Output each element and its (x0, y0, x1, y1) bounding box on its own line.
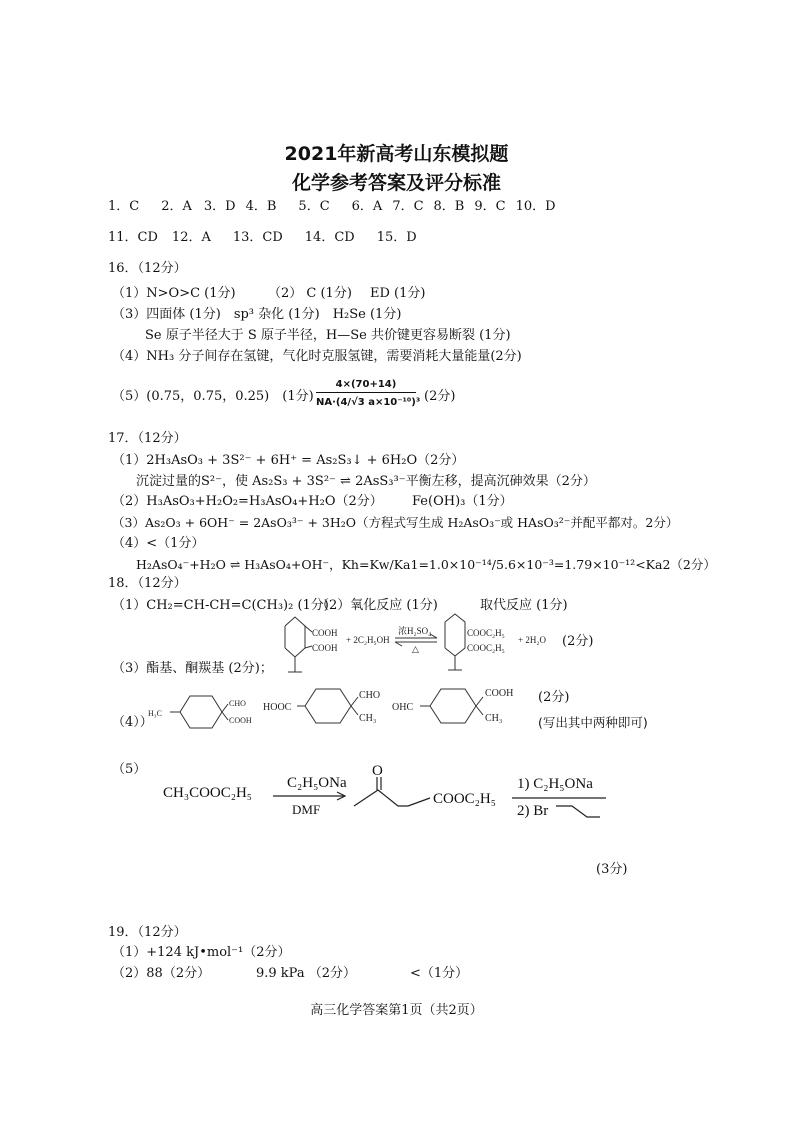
carbon-skeleton (354, 790, 408, 806)
q16-part5: （5）(0.75，0.75，0.25) (1分) (112, 389, 314, 404)
q16-part2: （2） C (1分) (268, 286, 352, 301)
mc-answer: 14．CD (304, 230, 355, 245)
mc-answer: 2．A (161, 199, 192, 214)
q18-part5: （5） (112, 762, 147, 777)
group-label: COOC₂H₅ (467, 643, 505, 653)
q19-part2-pressure: 9.9 kPa （2分） (256, 966, 357, 981)
q17-part1: （1）2H₃AsO₃ + 3S²⁻ + 6H⁺ = As₂S₃↓ + 6H₂O（2分） (112, 453, 465, 468)
q18-part2: （2）氧化反应 (1分) (316, 598, 438, 613)
group-label: COOH (312, 643, 338, 653)
q16-heading: 16．（12分） (108, 261, 187, 276)
mc-answer: 9．C (474, 199, 506, 214)
q19-part2: （2）88（2分） (112, 966, 211, 981)
page-footer: 高三化学答案第1页（共2页） (310, 1003, 483, 1018)
step-2: 2) Br (517, 803, 549, 819)
group-label: COOH (229, 716, 252, 725)
ester-group: COOC₂H₅ (433, 791, 496, 807)
step-1: 1) C₂H₅ONa (517, 776, 593, 792)
group-label: OHC (392, 702, 414, 713)
group-label: COOH (312, 628, 338, 638)
mc-answer: 11．CD (108, 230, 158, 245)
q18-part1: （1）CH₂=CH-CH=C(CH₃)₂ (1分) (112, 598, 329, 613)
group-label: CHO (229, 699, 246, 708)
start-material: CH₃COOC₂H₅ (163, 785, 253, 801)
q18-part4-note: (写出其中两种即可) (538, 715, 648, 730)
q19-part2-compare: <（1分） (410, 966, 469, 981)
q17-part2-feoh: Fe(OH)₃（1分） (412, 494, 513, 509)
reagent-label: + 2C₂H₅OH (346, 635, 390, 645)
title-line-2: 化学参考答案及评分标准 (291, 172, 501, 194)
mc-answer: 7．C (392, 199, 424, 214)
mc-answer: 4．B (245, 199, 277, 214)
q18-part5-score: (3分) (596, 862, 628, 877)
q18-scheme-score: (2分) (562, 634, 594, 649)
oxygen-atom: O (372, 763, 383, 779)
q18-part2-sub: 取代反应 (1分) (480, 598, 568, 613)
q17-part2: （2）H₃AsO₃+H₂O₂=H₃AsO₄+H₂O（2分） (112, 494, 383, 509)
bond (408, 798, 430, 806)
mc-answer: 15．D (376, 230, 417, 245)
q17-part4-kh: H₂AsO₄⁻+H₂O ⇌ H₃AsO₄+OH⁻，Kh=Kw/Ka1=1.0×10⁻¹⁴/5.6×10⁻³=1.79×10⁻¹²<Ka2（2分） (136, 557, 716, 572)
solvent: DMF (292, 802, 321, 817)
q18-part3: （3）酯基、酮羰基 (2分)； (112, 661, 273, 676)
title-line-1: 2021年新高考山东模拟题 (284, 143, 509, 165)
q18-heading: 18．（12分） (108, 576, 187, 591)
q19-part1: （1）+124 kJ•mol⁻¹（2分） (112, 945, 291, 960)
q16-part3-reason: Se 原子半径大于 S 原子半径，H—Se 共价键更容易断裂 (1分) (145, 328, 511, 343)
mc-answer: 3．D (203, 199, 236, 214)
q16-part4: （4）NH₃ 分子间存在氢键，气化时克服氢键，需要消耗大量能量(2分) (112, 349, 522, 364)
q16-part5-score: (2分) (424, 389, 456, 404)
group-label: CH₃ (485, 713, 503, 724)
condition-label: △ (412, 644, 419, 654)
q19-heading: 19．（12分） (108, 925, 187, 940)
q16-density-denominator: NA·(4/√3 a×10⁻¹⁰)³ (316, 397, 421, 408)
group-label: COOH (485, 688, 514, 699)
group-label: COOC₂H₅ (467, 628, 505, 638)
q16-part1: （1）N>O>C (1分) (112, 286, 236, 301)
mc-answer: 10．D (515, 199, 556, 214)
q16-part2-ed: ED (1分) (370, 286, 426, 301)
condition-label: 浓H₂SO₄ (398, 626, 432, 636)
q17-part4: （4）<（1分） (112, 536, 205, 551)
q16-density-numerator: 4×(70+14) (335, 379, 397, 390)
q18-part4-score: (2分) (538, 690, 570, 705)
group-label: H₃C (148, 709, 162, 718)
reagent: C₂H₅ONa (287, 775, 347, 791)
mc-answer: 5．C (298, 199, 330, 214)
group-label: HOOC (263, 702, 292, 713)
group-label: CHO (359, 690, 381, 701)
q17-part1-reason: 沉淀过量的S²⁻，使 As₂S₃ + 3S²⁻ ⇌ 2AsS₃³⁻平衡左移，提高沉砷效果（2分） (136, 474, 596, 489)
product-label: + 2H₂O (518, 635, 546, 645)
q16-part3: （3）四面体 (1分) sp³ 杂化 (1分) H₂Se (1分) (112, 307, 402, 322)
mc-answer: 1．C (108, 199, 140, 214)
q17-heading: 17．（12分） (108, 431, 187, 446)
q17-part3: （3）As₂O₃ + 6OH⁻ = 2AsO₃³⁻ + 3H₂O（方程式写生成 H₂AsO₃⁻或 HAsO₃²⁻并配平都对。2分） (112, 515, 679, 530)
mc-answer: 12．A (171, 230, 211, 245)
mc-answer: 8．B (433, 199, 465, 214)
mc-answer: 13．CD (232, 230, 283, 245)
mc-answer: 6．A (351, 199, 383, 214)
group-label: CH₃ (359, 713, 377, 724)
q18-part4: （4）） (112, 715, 153, 730)
alkyl-chain (556, 806, 600, 817)
